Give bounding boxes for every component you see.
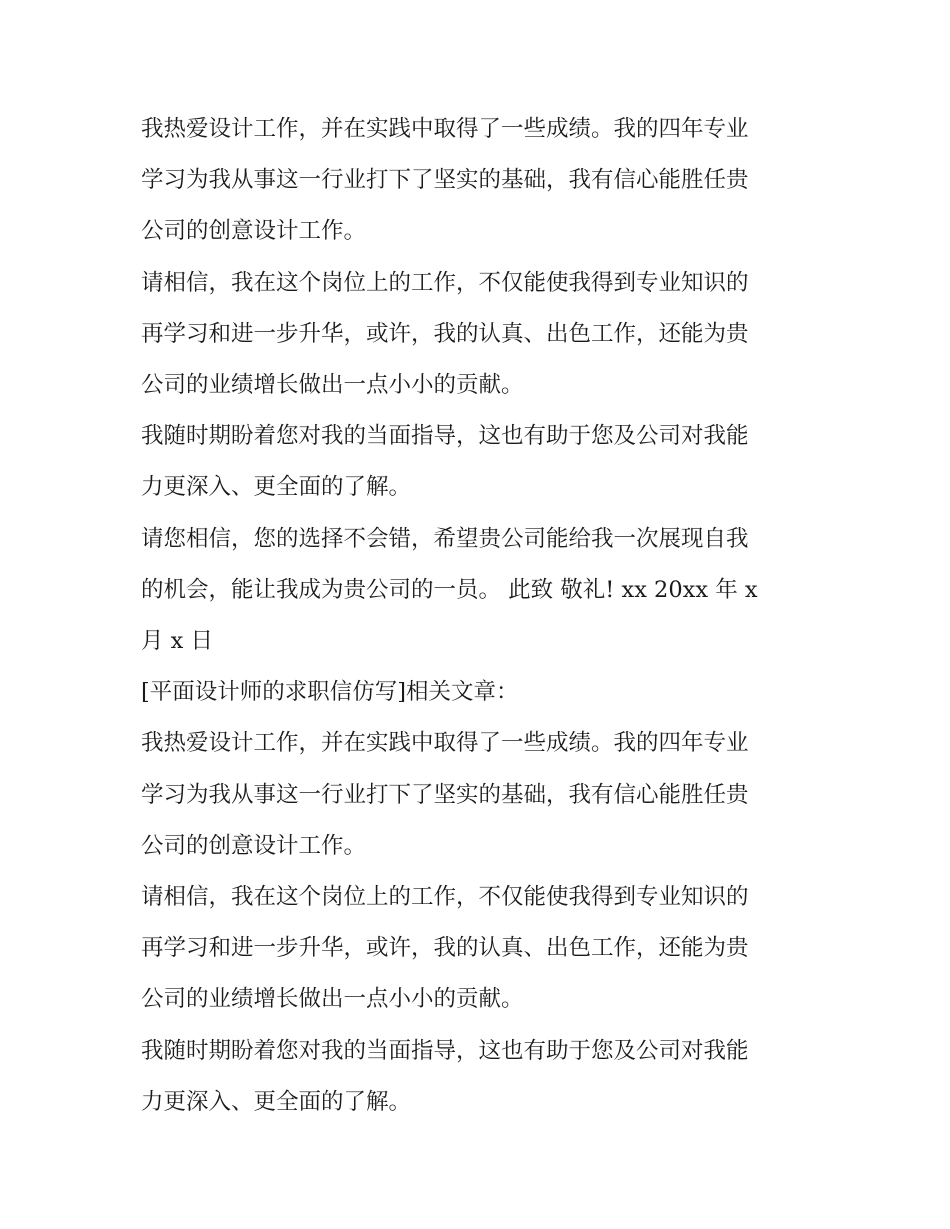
text-line: 请相信，我在这个岗位上的工作，不仅能使我得到专业知识的 [141,884,749,911]
text-line: 公司的创意设计工作。 [141,218,367,245]
text-line: 公司的业绩增长做出一点小小的贡献。 [141,986,524,1013]
paragraph-closing [141,514,821,668]
text-line: 力更深入、更全面的了解。 [141,1088,412,1115]
document-body [141,104,821,1128]
text-line: 的机会，能让我成为贵公司的一员。 此致 敬礼! xx 20xx 年 x [141,576,758,603]
text-line: 我随时期盼着您对我的当面指导，这也有助于您及公司对我能 [141,1037,749,1064]
paragraph-passion-repeat [141,718,821,872]
related-articles-heading [141,667,821,718]
text-line: [平面设计师的求职信仿写]相关文章： [141,679,519,706]
text-line: 学习为我从事这一行业打下了坚实的基础，我有信心能胜任贵 [141,781,749,808]
text-line: 再学习和进一步升华，或许，我的认真、出色工作，还能为贵 [141,320,749,347]
paragraph-guidance-repeat [141,1026,821,1128]
text-line: 我热爱设计工作，并在实践中取得了一些成绩。我的四年专业 [141,116,749,142]
text-line: 再学习和进一步升华，或许，我的认真、出色工作，还能为贵 [141,935,749,962]
text-line: 公司的业绩增长做出一点小小的贡献。 [141,372,524,399]
paragraph-guidance [141,411,821,513]
text-line: 请您相信，您的选择不会错，希望贵公司能给我一次展现自我 [141,525,749,552]
text-line: 我随时期盼着您对我的当面指导，这也有助于您及公司对我能 [141,423,749,450]
text-line: 力更深入、更全面的了解。 [141,474,412,501]
paragraph-contribution-repeat [141,872,821,1026]
text-line: 请相信，我在这个岗位上的工作，不仅能使我得到专业知识的 [141,269,749,296]
text-line: 学习为我从事这一行业打下了坚实的基础，我有信心能胜任贵 [141,167,749,194]
paragraph-contribution [141,258,821,412]
text-line: 公司的创意设计工作。 [141,832,367,859]
text-line: 我热爱设计工作，并在实践中取得了一些成绩。我的四年专业 [141,730,749,757]
paragraph-passion [141,104,821,258]
text-line: 月 x 日 [141,628,213,655]
